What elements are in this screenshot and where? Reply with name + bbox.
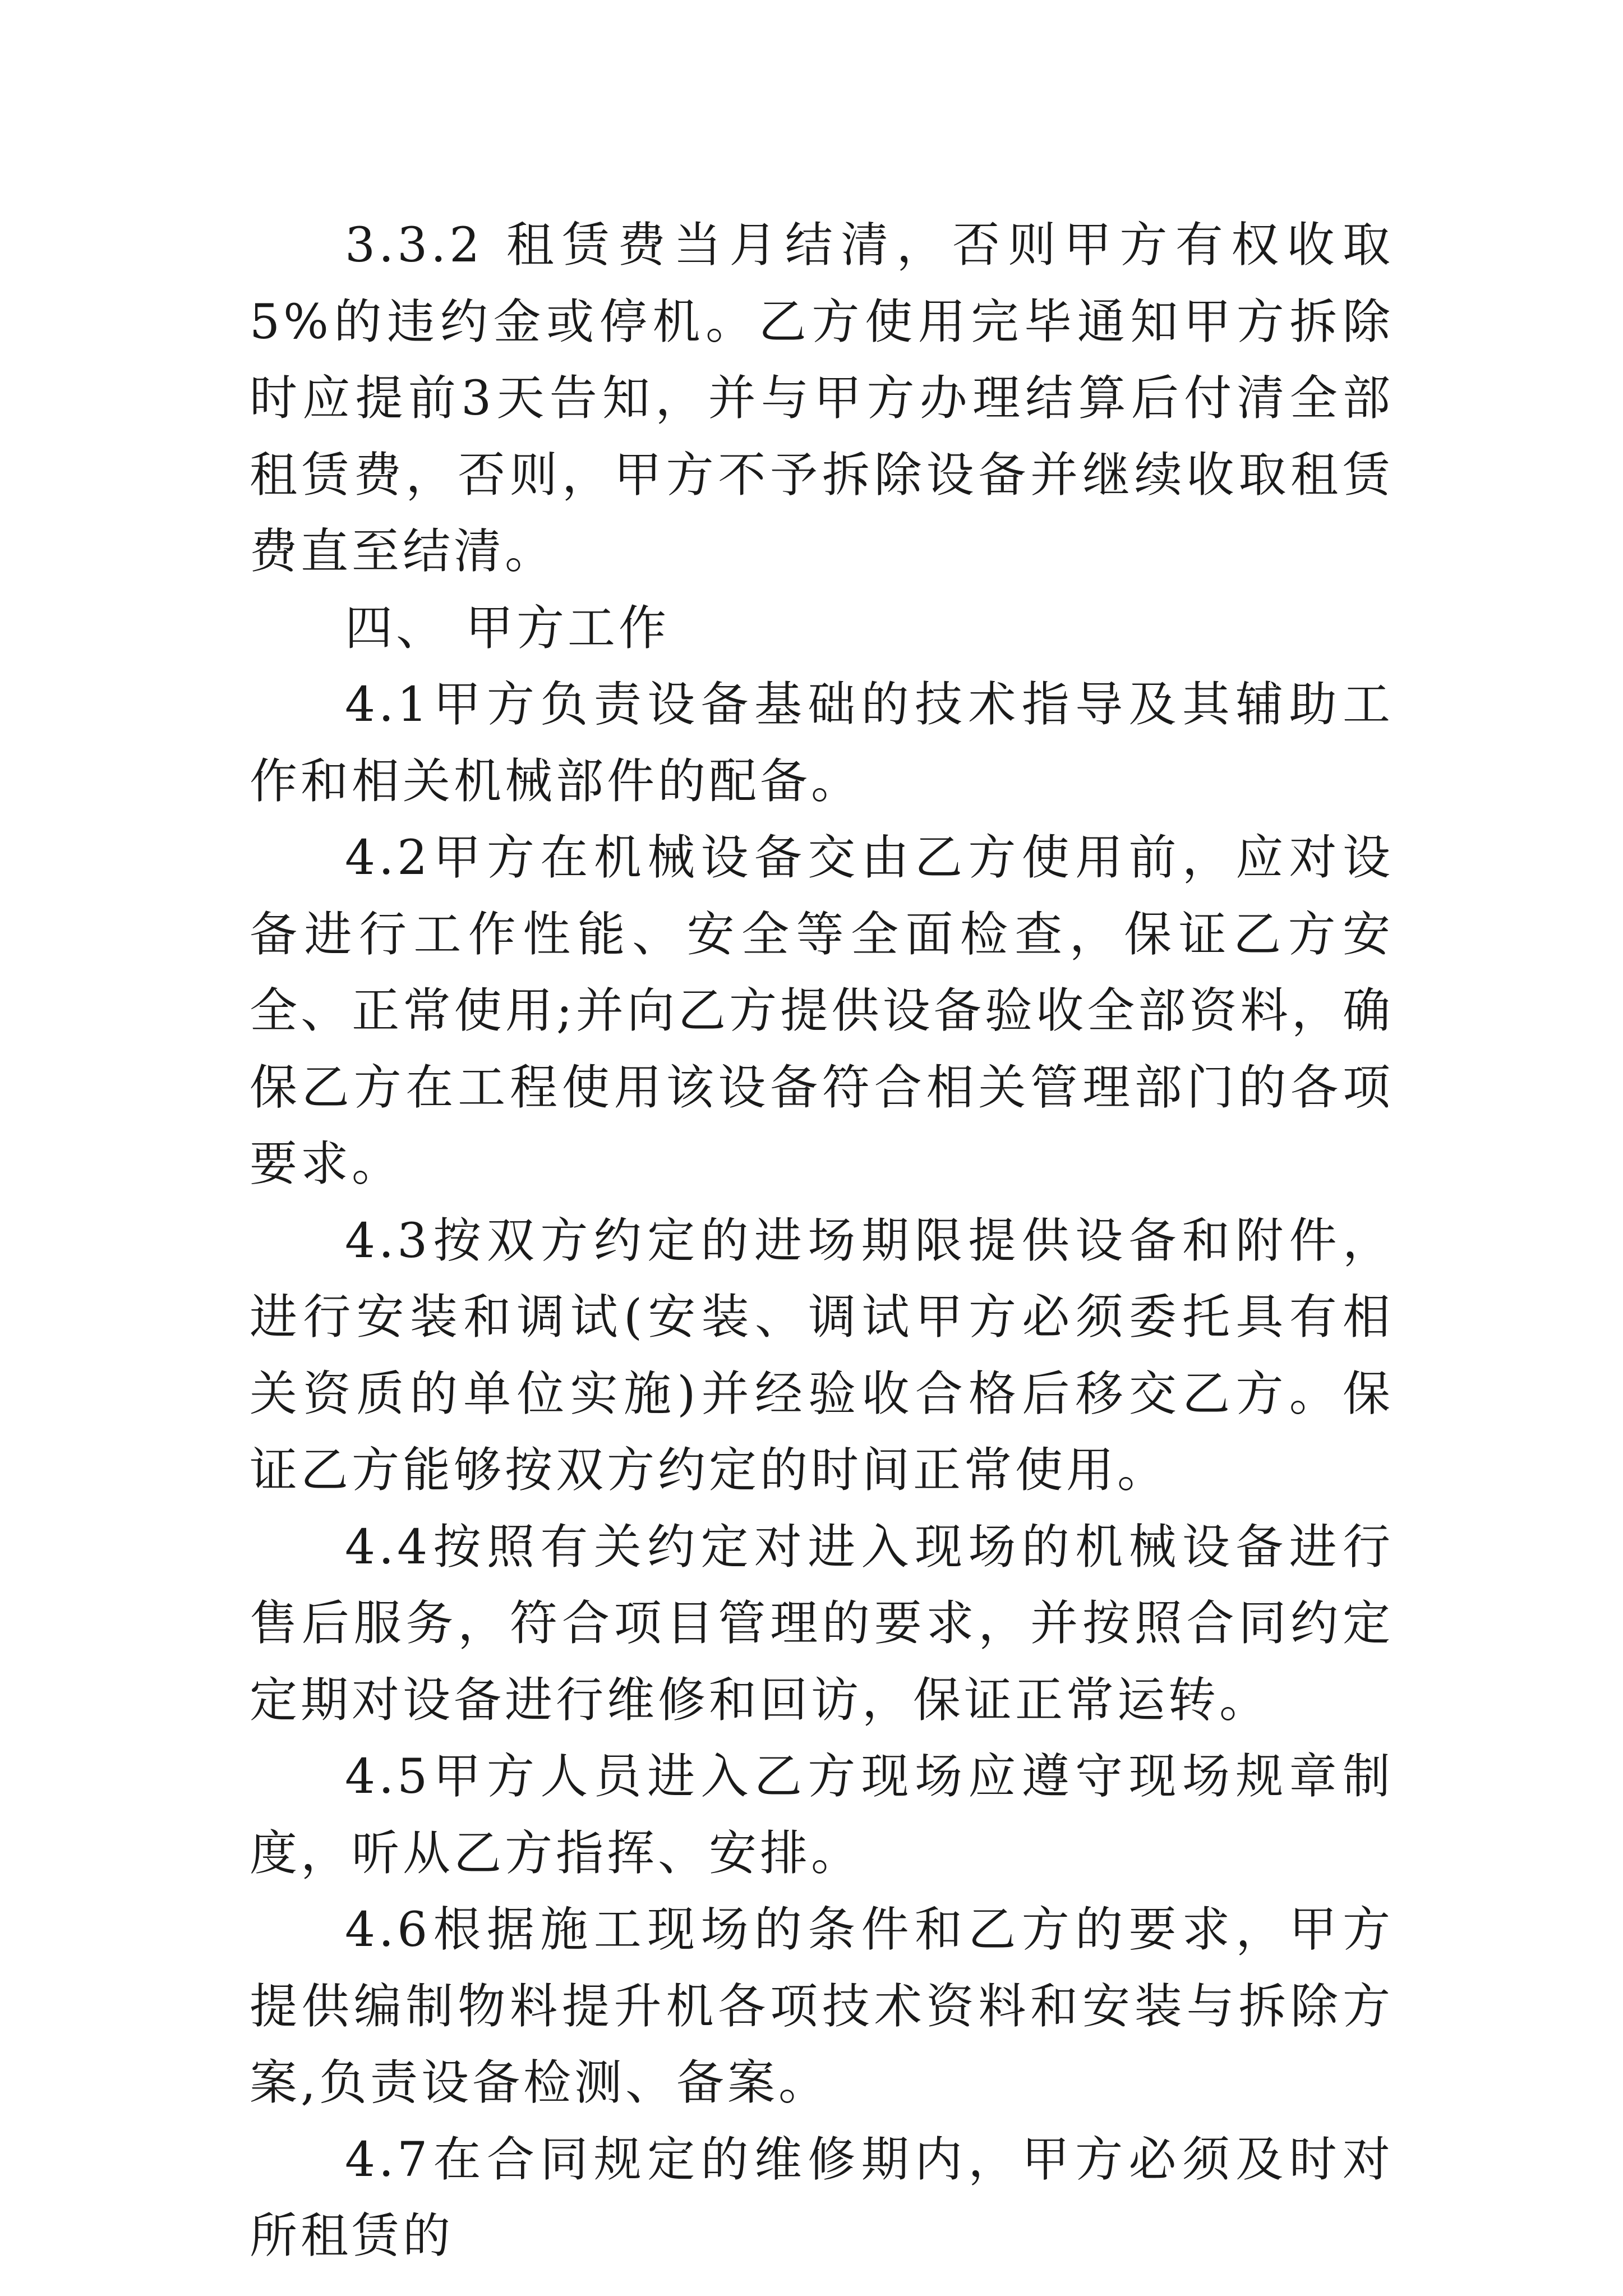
paragraph-4-6: 4.6根据施工现场的条件和乙方的要求，甲方提供编制物料提升机各项技术资料和安装与拆除方案,负责设备检测、备案。	[250, 1902, 1394, 2111]
paragraph-3-3-2: 3.3.2 租赁费当月结清，否则甲方有权收取5%的违约金或停机。乙方使用完毕通知甲方拆除时应提前3天告知，并与甲方办理结算后付清全部租赁费，否则，甲方不予拆除设备并继续收取租赁费直至结清。	[250, 218, 1394, 579]
paragraph-4-5: 4.5甲方人员进入乙方现场应遵守现场规章制度，听从乙方指挥、安排。	[250, 1749, 1394, 1881]
paragraph-4-7: 4.7在合同规定的维修期内，甲方必须及时对所租赁的	[250, 2132, 1394, 2264]
document-body	[250, 208, 1394, 2275]
section-heading-4: 四、 甲方工作	[345, 600, 670, 656]
paragraph-4-4: 4.4按照有关约定对进入现场的机械设备进行售后服务，符合项目管理的要求，并按照合同约定定期对设备进行维修和回访，保证正常运转。	[250, 1519, 1394, 1728]
paragraph-4-1: 4.1甲方负责设备基础的技术指导及其辅助工作和相关机械部件的配备。	[250, 677, 1394, 809]
paragraph-4-2: 4.2甲方在机械设备交由乙方使用前，应对设备进行工作性能、安全等全面检查，保证乙方安全、正常使用;并向乙方提供设备验收全部资料，确保乙方在工程使用该设备符合相关管理部门的各项要求。	[250, 830, 1394, 1192]
paragraph-4-3: 4.3按双方约定的进场期限提供设备和附件，进行安装和调试(安装、调试甲方必须委托具有相关资质的单位实施)并经验收合格后移交乙方。保证乙方能够按双方约定的时间正常使用。	[250, 1213, 1394, 1498]
